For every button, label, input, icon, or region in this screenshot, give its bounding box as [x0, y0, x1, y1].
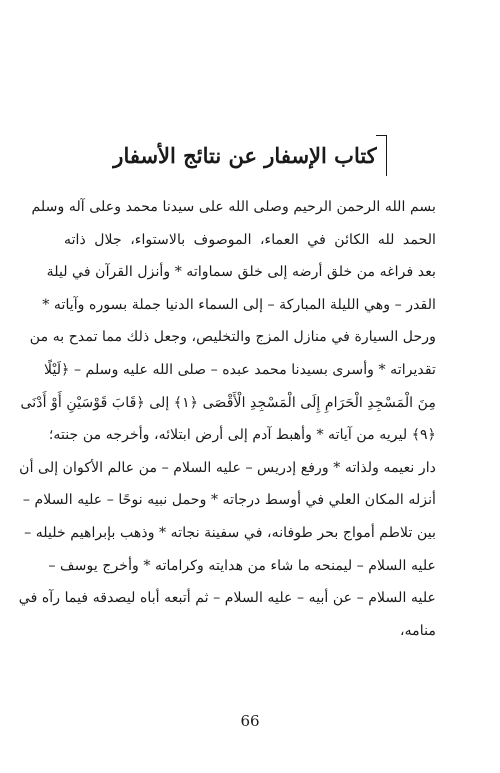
text-line: أنزله المكان العلي في أوسط درجاته * وحمل نبيه نوحًا – عليه السلام – — [22, 492, 436, 509]
title-corner-bracket — [376, 135, 387, 176]
page-number: 66 — [240, 712, 260, 730]
text-line: مِنَ الْمَسْجِدِ الْحَرَامِ إِلَى الْمَسْجِدِ الْأَقْصَى ﴿١﴾ إلى ﴿قَابَ قَوْسَيْنِ أَوْ أَدْنَى — [20, 394, 436, 411]
chapter-title-block — [60, 143, 440, 168]
text-line: دار نعيمه ولذاته * ورفع إدريس – عليه السلام – من عالم الأكوان إلى أن — [19, 459, 436, 476]
text-line: القدر – وهي الليلة المباركة – إلى السماء الدنيا جملة بسوره وآياته * — [42, 296, 436, 313]
text-line: بعد فراغه من خلق أرضه إلى خلق سماواته * وأنزل القرآن في ليلة — [46, 264, 436, 281]
basmala-line: بسم الله الرحمن الرحيم وصلى الله على سيدنا محمد وعلى آله وسلم — [31, 199, 436, 215]
text-line: الحمد لله الكائن في العماء، الموصوف بالاستواء، جلال ذاته — [64, 231, 436, 248]
text-line: عليه السلام – عن أبيه – عليه السلام – ثم أتبعه أباه ليصدقه فيما رآه في — [18, 590, 436, 607]
chapter-title: كتاب الإسفار عن نتائج الأسفار — [113, 143, 377, 168]
text-line: ﴿٩﴾ ليريه من آياته * وأهبط آدم إلى أرض ابتلائه، وأخرجه من جنته؛ — [48, 427, 436, 444]
text-line: بين تلاطم أمواج بحر طوفانه، في سفينة نجاته * وذهب بإبراهيم خليله – — [24, 524, 436, 541]
text-line: منامه، — [400, 622, 436, 639]
chapter-title-wrapper — [113, 143, 386, 168]
body-text — [18, 191, 436, 647]
text-line: ورحل السيارة في منازل المزج والتخليص، وجعل ذلك مما تمدح به من — [29, 329, 436, 346]
text-line: تقديراته * وأسرى بسيدنا محمد عبده – صلى الله عليه وسلم – ﴿لَيْلًا — [44, 361, 436, 378]
text-line: عليه السلام – ليمنحه ما شاء من هدايته وكراماته * وأخرج يوسف – — [48, 557, 436, 574]
